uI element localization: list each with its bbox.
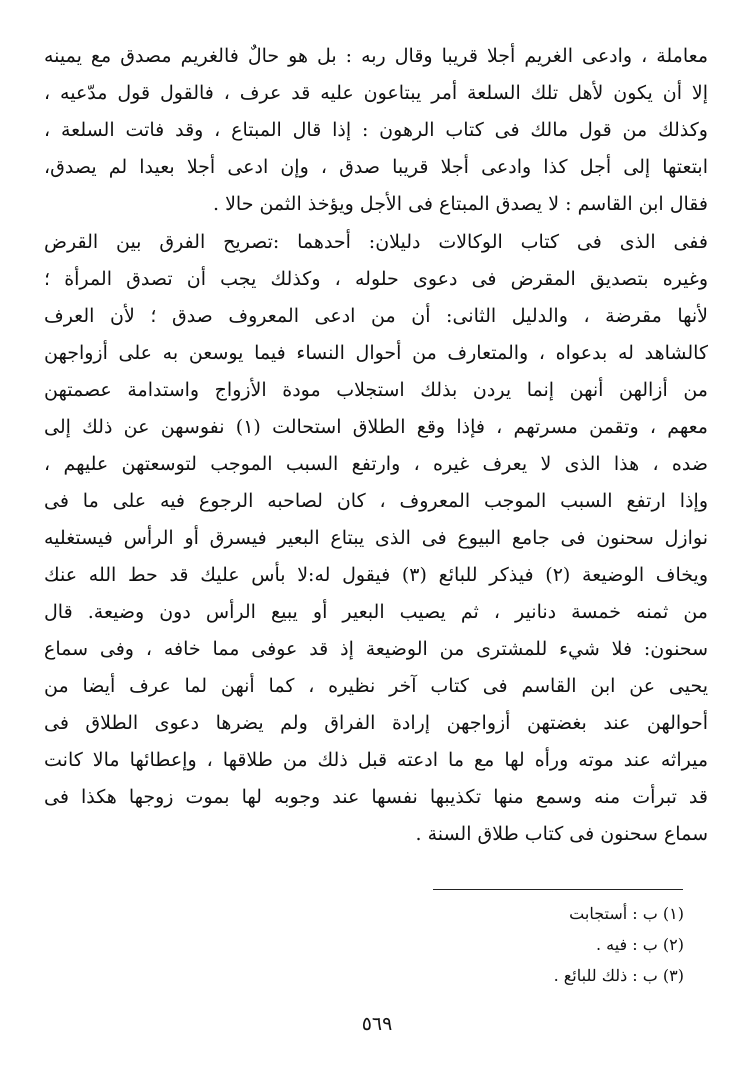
text-line: من ثمنه خمسة دنانير ، ثم يصيب البعير أو يبيع الرأس دون وضيعة. قال (44, 601, 708, 623)
page-number: ٥٦٩ (361, 1013, 393, 1035)
paragraph-1 (44, 38, 708, 223)
text-line: معاملة ، وادعى الغريم أجلا قريبا وقال ربه : بل هو حالٌ فالغريم مصدق مع يمينه (44, 45, 708, 67)
footnote-divider (433, 889, 683, 890)
text-line: كالشاهد له بدعواه ، والمتعارف من أحوال النساء فيما يوسعن به على أزواجهن (44, 342, 708, 364)
footnote: (٣) ب : ذلك للبائع . (553, 966, 684, 985)
footnote: (١) ب : أستجابت (569, 904, 684, 923)
text-line: من أزالهن أنهن إنما يردن بذلك استجلاب مودة الأزواج واستدامة عصمتهن (44, 379, 708, 401)
text-line: سماع سحنون فى كتاب طلاق السنة . (415, 823, 708, 845)
text-line: ضده ، هذا الذى لا يعرف غيره ، وارتفع السبب الموجب لتوسعتهن عليهم ، (44, 453, 708, 475)
text-line: ففى الذى فى كتاب الوكالات دليلان: أحدهما :تصريح الفرق بين القرض (44, 231, 708, 253)
text-line: وغيره بتصديق المقرض فى دعوى حلوله ، وكذلك يجب أن تصدق المرأة ؛ (44, 268, 708, 290)
text-line: يحيى عن ابن القاسم فى كتاب آخر نظيره ، كما أنهن لما عرف أيضا من (44, 675, 708, 697)
text-line: نوازل سحنون فى جامع البيوع فى الذى يبتاع البعير فيسرق أو الرأس فيستغليه (44, 527, 708, 549)
footnotes (554, 898, 684, 991)
text-line: معهم ، وتقمن مسرتهم ، فإذا وقع الطلاق استحالت (١) نفوسهن عن ذلك إلى (44, 416, 708, 438)
text-line: ويخاف الوضيعة (٢) فيذكر للبائع (٣) فيقول له:لا بأس عليك قد حط الله عنك (44, 564, 708, 586)
text-line: لأنها مقرضة ، والدليل الثانى: أن من ادعى المعروف صدق ؛ لأن العرف (44, 305, 708, 327)
text-line: وكذلك من قول مالك فى كتاب الرهون : إذا قال المبتاع ، وقد فاتت السلعة ، (44, 119, 708, 141)
paragraph-2 (44, 224, 708, 853)
text-line: ميراثه عند موته ورأه لها مع ما ادعته قبل ذلك من طلاقها ، وإعطائها مالا كانت (44, 749, 708, 771)
text-line: فقال ابن القاسم : لا يصدق المبتاع فى الأجل ويؤخذ الثمن حالا . (212, 193, 708, 215)
text-line: قد تبرأت منه وسمع منها تكذيبها نفسها عند وجوبه لها بموت زوجها هكذا فى (44, 786, 708, 808)
text-line: وإذا ارتفع السبب الموجب المعروف ، كان لصاحبه الرجوع فيه على ما فى (44, 490, 708, 512)
text-line: أحوالهن عند بغضتهن أزواجهن إرادة الفراق ولم يضرها دعوى الطلاق فى (44, 712, 708, 734)
text-line: ابتعتها إلى أجل كذا وادعى أجلا قريبا صدق ، وإن ادعى أجلا بعيدا لم يصدق، (44, 156, 708, 178)
text-line: سحنون: فلا شيء للمشترى من الوضيعة إذ قد عوفى مما خافه ، وفى سماع (44, 638, 708, 660)
text-line: إلا أن يكون لأهل تلك السلعة أمر يبتاعون عليه قد عرف ، فالقول قول مدّعيه ، (44, 82, 708, 104)
footnote: (٢) ب : فيه . (595, 935, 684, 954)
